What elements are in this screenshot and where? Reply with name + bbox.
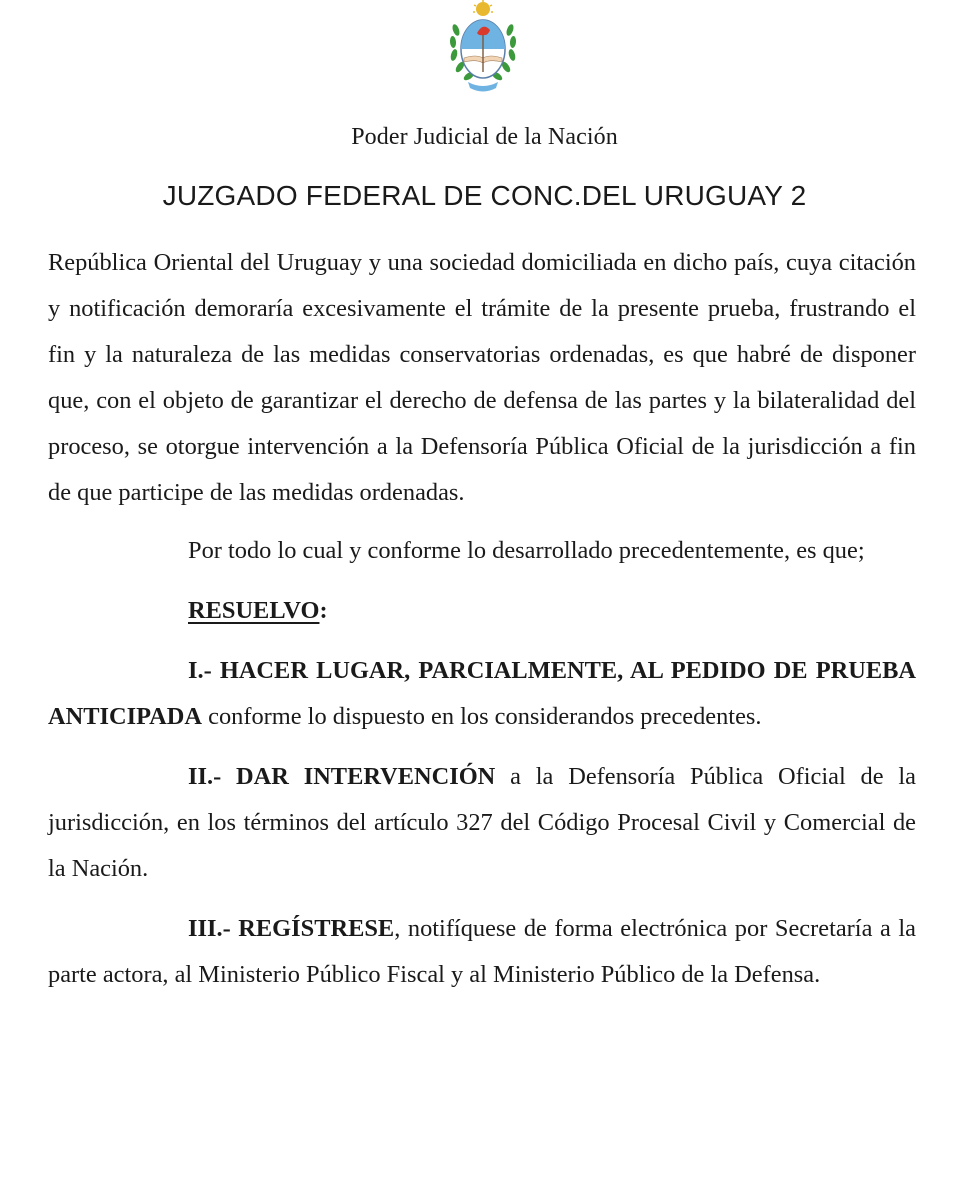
court-branch-heading: Poder Judicial de la Nación (351, 124, 618, 150)
resuelvo-colon: : (319, 597, 328, 624)
document-body (48, 240, 916, 998)
resolution-item-3 (48, 906, 916, 998)
paragraph-considerando: República Oriental del Uruguay y una sociedad domiciliada en dicho país, cuya citación y notificación demoraría excesivamente el trámite de la presente prueba, frustrando el fin y la naturaleza de las medidas conservatorias ordenadas, es que habré de disponer que, con el objeto de garantizar el derecho de defensa de las partes y la bilateralidad del proceso, se otorgue intervención a la Defensoría Pública Oficial de la jurisdicción a fin de que participe de las medidas ordenadas. (48, 249, 916, 506)
court-name-heading: JUZGADO FEDERAL DE CONC.DEL URUGUAY 2 (162, 180, 807, 211)
ribbon-icon (468, 82, 498, 92)
shield-icon (461, 20, 505, 78)
sun-icon (473, 0, 493, 16)
argentina-coat-of-arms-icon (446, 0, 520, 96)
resolution-item-3-title: III.- REGÍSTRESE (188, 915, 395, 942)
resolution-item-2-text: a la Defensoría Pública Oficial de la jurisdicción, en los términos del artículo 327 del Código Procesal Civil y Comercial de la Nación. (48, 763, 916, 882)
resolution-item-1-title: I.- HACER LUGAR, PARCIALMENTE, AL PEDIDO DE PRUEBA ANTICIPADA (48, 657, 916, 730)
paragraph-conclusion: Por todo lo cual y conforme lo desarrollado precedentemente, es que; (188, 537, 865, 564)
resolution-item-1-text: conforme lo dispuesto en los considerandos precedentes. (202, 703, 762, 730)
resolution-item-2 (48, 754, 916, 892)
resuelvo-heading (48, 588, 916, 634)
resuelvo-label: RESUELVO (188, 597, 320, 624)
resolution-item-2-title: II.- DAR INTERVENCIÓN (188, 763, 496, 790)
resolution-item-3-text: , notifíquese de forma electrónica por Secretaría a la parte actora, al Ministerio Público Fiscal y al Ministerio Público de la Defensa. (48, 915, 916, 988)
resolution-item-1 (48, 648, 916, 740)
